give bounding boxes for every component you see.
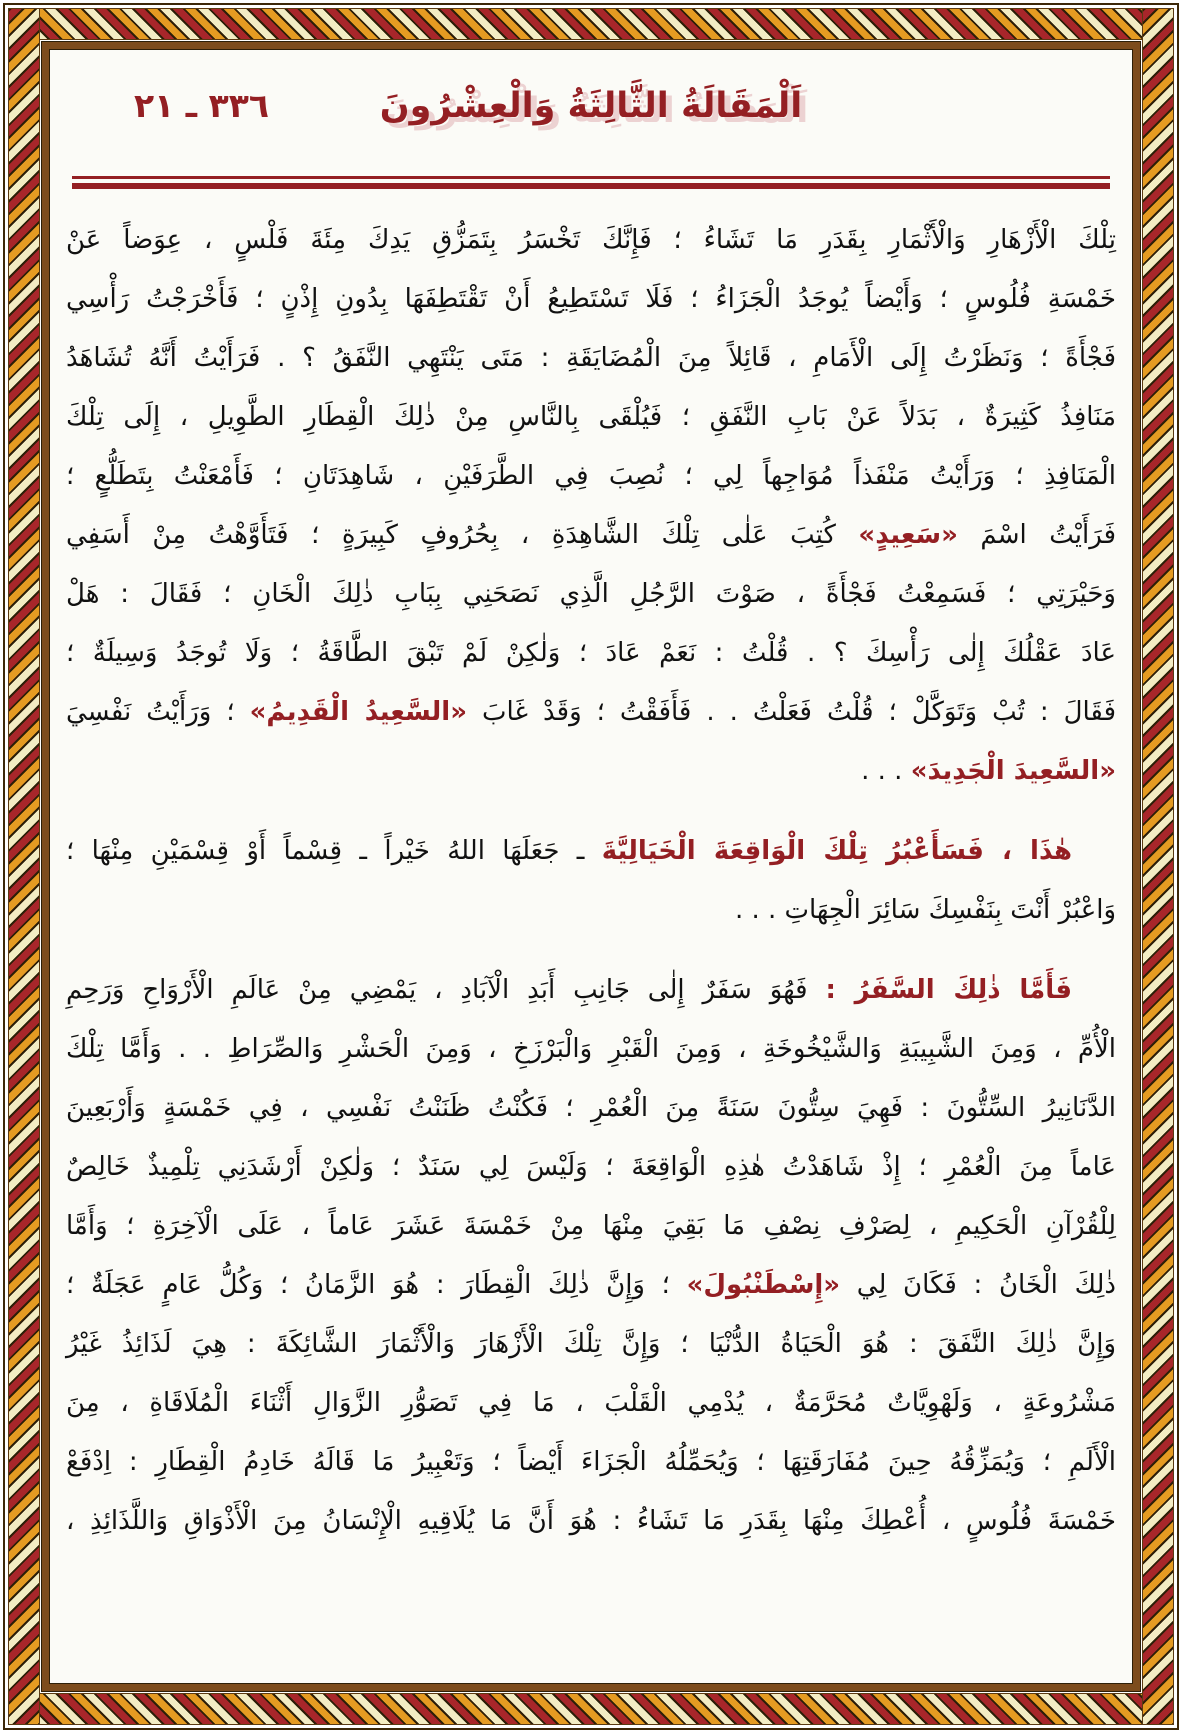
ornamental-border-bottom — [8, 1693, 1174, 1725]
text-segment: فَجْأَةً ؛ وَنَظَرْتُ إِلَى الْأَمَامِ ، قَائِلاً مِنَ الْمُضَايَقَةِ : مَتَى يَنْتَهِي النَّفَقُ ؟ . فَرَأَيْتُ أَنَّهُ تُشَاهَدُ — [66, 343, 1116, 373]
page-content — [50, 50, 1132, 1683]
text-segment: الدَّنَانِيرُ السِّتُّونَ : فَهِيَ سِتُّونَ سَنَةً مِنَ الْعُمْرِ ؛ فَكُنْتُ ظَنَنْتُ نَفْسِي ، فِي خَمْسَةٍ وَأَرْبَعِينَ — [66, 1093, 1116, 1123]
text-segment: ؛ وَرَأَيْتُ نَفْسِيَ — [66, 697, 250, 727]
text-segment: وَإِنَّ ذٰلِكَ النَّفَقَ : هُوَ الْحَيَاةُ الدُّنْيَا ؛ وَإِنَّ تِلْكَ الْأَزْهَارَ وَالْأَثْمَارَ الشَّائِكَةَ : هِيَ لَذَائِذُ غَيْرُ — [66, 1329, 1116, 1359]
text-segment: كُتِبَ عَلٰى تِلْكَ الشَّاهِدَةِ ، بِحُرُوفٍ كَبِيرَةٍ ؛ فَتَأَوَّهْتُ مِنْ أَسَفِي — [66, 520, 859, 550]
page-header — [66, 68, 1116, 168]
text-segment: خَمْسَةَ فُلُوسٍ ، أُعْطِكَ مِنْهَا بِقَدَرِ مَا تَشَاءُ : هُوَ أَنَّ مَا يُلَاقِيهِ الْإِنْسَانُ مِنَ الْأَذْوَاقِ وَاللَّذَائِذِ ، — [66, 1506, 1116, 1536]
text-segment: فَهُوَ سَفَرٌ إِلٰى جَانِبِ أَبَدِ الْآبَادِ ، يَمْضِي مِنْ عَالَمِ الْأَرْوَاحِ وَرَحِمِ — [66, 975, 826, 1005]
text-line — [66, 1020, 1116, 1079]
text-line — [66, 961, 1116, 1020]
text-segment: تِلْكَ الْأَزْهَارِ وَالْأَثْمَارِ بِقَدَرِ مَا تَشَاءُ ؛ فَإِنَّكَ تَخْسَرُ بِتَمَزُّقِ يَدِكَ مِئَةَ فَلْسٍ ، عِوَضاً عَنْ — [66, 225, 1116, 255]
text-line — [66, 881, 1116, 940]
text-line — [66, 1079, 1116, 1138]
text-segment: الْمَنَافِذِ ؛ وَرَأَيْتُ مَنْفَذاً مُوَاجِهاً لِي ؛ نُصِبَ فِي الطَّرَفَيْنِ ، شَاهِدَتَانِ ؛ فَأَمْعَنْتُ بِتَطَلُّعٍ ؛ — [66, 461, 1116, 491]
text-line — [66, 683, 1116, 742]
text-segment: ذٰلِكَ الْخَانُ : فَكَانَ لِي — [840, 1270, 1116, 1300]
highlighted-text-segment: فَأَمَّا ذٰلِكَ السَّفَرُ : — [825, 975, 1072, 1005]
ornamental-border-top — [8, 8, 1174, 40]
text-segment: . . . — [861, 756, 911, 786]
page-number: ٣٣٦ ـ ٢١ — [134, 86, 269, 125]
text-line — [66, 329, 1116, 388]
text-line — [66, 1197, 1116, 1256]
text-segment: وَحَيْرَتِي ؛ فَسَمِعْتُ فَجْأَةً ، صَوْتَ الرَّجُلِ الَّذِي نَصَحَنِي بِبَابِ ذٰلِكَ الْخَانِ ؛ فَقَالَ : هَلْ — [66, 579, 1116, 609]
text-line — [66, 1256, 1116, 1315]
highlighted-text-segment: هٰذَا ، فَسَأَعْبُرُ تِلْكَ الْوَاقِعَةَ الْخَيَالِيَّةَ — [601, 836, 1072, 866]
text-segment: مَشْرُوعَةٍ ، وَلَهْوِيَّاتٌ مُحَرَّمَةٌ ، يُدْمِي الْقَلْبَ ، مَا فِي تَصَوُّرِ الزَّوَالِ أَثْنَاءَ الْمُلَاقَاةِ ، مِنَ — [66, 1388, 1116, 1418]
header-rule — [72, 176, 1110, 189]
text-segment: مَنَافِذُ كَثِيرَةٌ ، بَدَلاً عَنْ بَابِ النَّفَقِ ؛ فَيُلْقَى بِالنَّاسِ مِنْ ذٰلِكَ الْقِطَارِ الطَّوِيلِ ، إِلَى تِلْكَ — [66, 402, 1116, 432]
text-segment: الْأَلَمِ ؛ وَيُمَزِّقُهُ حِينَ مُفَارَقَتِهَا ؛ وَيُحَمِّلُهُ الْجَزَاءَ أَيْضاً ؛ وَتَعْبِيرُ مَا قَالَهُ خَادِمُ الْقِطَارِ : اِدْفَعْ — [66, 1447, 1116, 1477]
text-line — [66, 1492, 1116, 1551]
text-line — [66, 742, 1116, 801]
highlighted-text-segment: «السَّعِيدُ الْقَدِيمُ» — [249, 697, 467, 727]
text-line — [66, 211, 1116, 270]
text-line — [66, 1138, 1116, 1197]
text-line — [66, 822, 1116, 881]
highlighted-text-segment: «سَعِيدٍ» — [858, 520, 958, 550]
text-line — [66, 1315, 1116, 1374]
paragraph — [66, 822, 1116, 940]
chapter-title: اَلْمَقَالَةُ الثَّالِثَةُ وَالْعِشْرُونَ — [379, 86, 803, 126]
highlighted-text-segment: «السَّعِيدَ الْجَدِيدَ» — [910, 756, 1116, 786]
body-text — [66, 211, 1116, 1551]
text-segment: وَاعْبُرْ أَنْتَ بِنَفْسِكَ سَائِرَ الْجِهَاتِ . . . — [734, 895, 1116, 925]
text-line — [66, 565, 1116, 624]
paragraph — [66, 961, 1116, 1551]
paragraph — [66, 211, 1116, 801]
text-line — [66, 624, 1116, 683]
text-line — [66, 1374, 1116, 1433]
text-segment: الْأُمِّ ، وَمِنَ الشَّبِيبَةِ وَالشَّيْخُوخَةِ ، وَمِنَ الْقَبْرِ وَالْبَرْزَخِ ، وَمِنَ الْحَشْرِ وَالصِّرَاطِ . . وَأَمَّا تِلْكَ — [66, 1034, 1116, 1064]
text-line — [66, 270, 1116, 329]
highlighted-text-segment: «إِسْطَنْبُولَ» — [686, 1270, 841, 1300]
text-line — [66, 447, 1116, 506]
text-segment: فَقَالَ : تُبْ وَتَوَكَّلْ ؛ قُلْتُ فَعَلْتُ . . فَأَفَقْتُ ؛ وَقَدْ غَابَ — [467, 697, 1116, 727]
text-segment: عَاماً مِنَ الْعُمْرِ ؛ إِذْ شَاهَدْتُ هٰذِهِ الْوَاقِعَةَ ؛ وَلَيْسَ لِي سَنَدٌ ؛ وَلٰكِنْ أَرْشَدَنِي تِلْمِيذٌ خَالِصٌ — [66, 1152, 1116, 1182]
text-segment: ؛ وَإِنَّ ذٰلِكَ الْقِطَارَ : هُوَ الزَّمَانُ ؛ وَكُلُّ عَامٍ عَجَلَةٌ ؛ — [66, 1270, 687, 1300]
ornamental-border-right — [1142, 8, 1174, 1725]
text-segment: ـ جَعَلَهَا اللهُ خَيْراً ـ قِسْماً أَوْ قِسْمَيْنِ مِنْهَا ؛ — [66, 836, 602, 866]
ornamental-border-left — [8, 8, 40, 1725]
text-segment: عَادَ عَقْلُكَ إِلٰى رَأْسِكَ ؟ . قُلْتُ : نَعَمْ عَادَ ؛ وَلٰكِنْ لَمْ تَبْقَ الطَّاقَةُ ؛ وَلَا تُوجَدُ وَسِيلَةٌ ؛ — [66, 638, 1116, 668]
text-segment: لِلْقُرْآنِ الْحَكِيمِ ، لِصَرْفِ نِصْفِ مَا بَقِيَ مِنْهَا مِنْ خَمْسَةَ عَشَرَ عَاماً ، عَلَى الْآخِرَةِ ؛ وَأَمَّا — [66, 1211, 1116, 1241]
text-line — [66, 388, 1116, 447]
text-line — [66, 506, 1116, 565]
text-segment: فَرَأَيْتُ اسْمَ — [957, 520, 1116, 550]
text-segment: خَمْسَةِ فُلُوسٍ ؛ وَأَيْضاً يُوجَدُ الْجَزَاءُ ؛ فَلَا تَسْتَطِيعُ أَنْ تَقْتَطِفَهَا بِدُونِ إِذْنٍ ؛ فَأَخْرَجْتُ رَأْسِي — [66, 284, 1116, 314]
text-line — [66, 1433, 1116, 1492]
